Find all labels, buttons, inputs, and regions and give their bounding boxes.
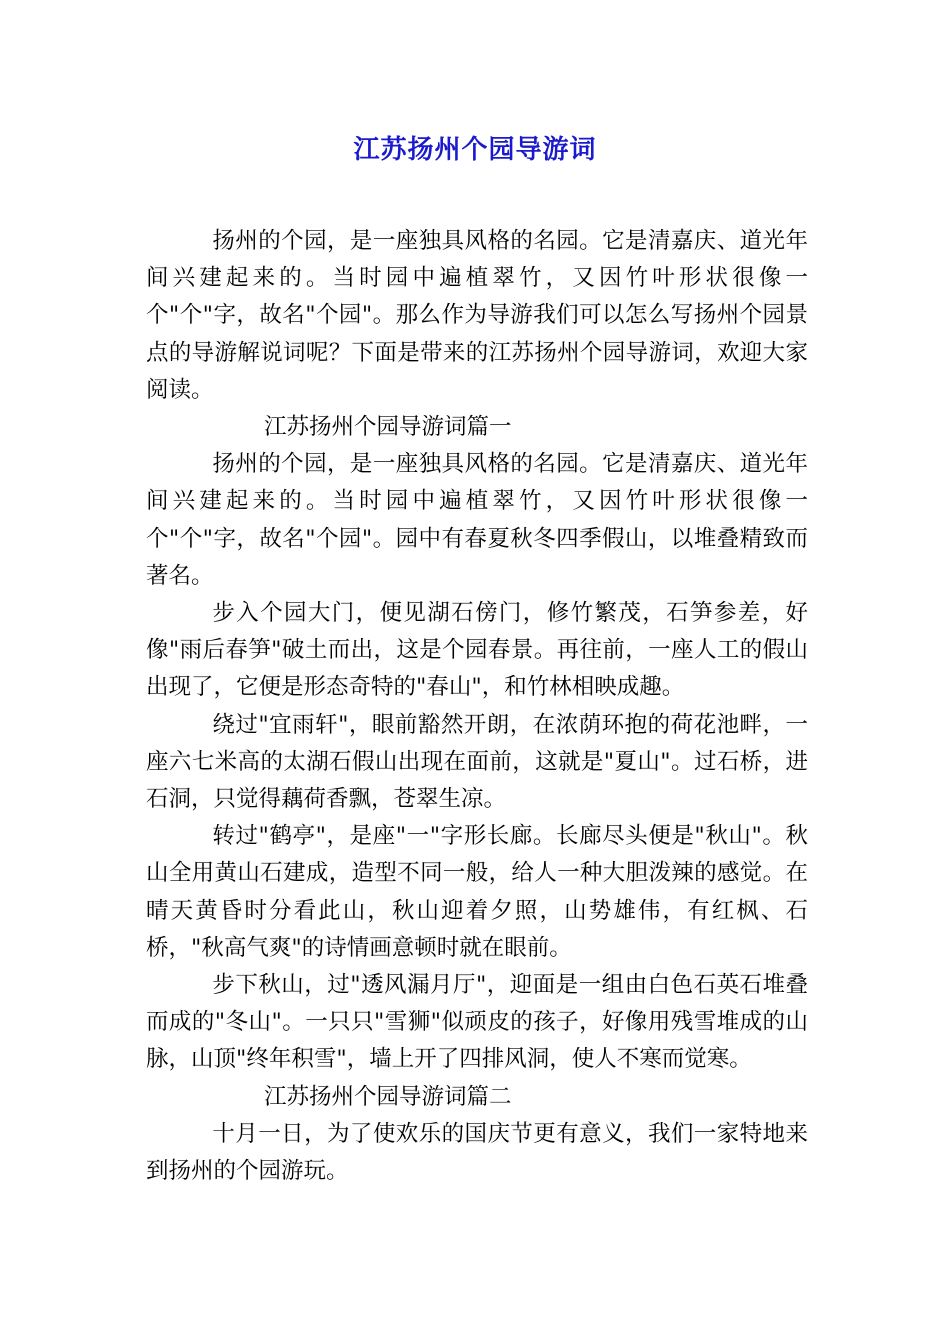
document-body bbox=[146, 223, 808, 1190]
section-heading-1: 江苏扬州个园导游词篇一 bbox=[264, 414, 512, 441]
document-title: 江苏扬州个园导游词 bbox=[353, 135, 597, 165]
body-paragraph: 步入个园大门，便见湖石傍门，修竹繁茂，石笋参差，好像"雨后春笋"破土而出，这是个园春景。再往前，一座人工的假山出现了，它便是形态奇特的"春山"，和竹林相映成趣。 bbox=[146, 600, 808, 701]
body-paragraph: 转过"鹤亭"，是座"一"字形长廊。长廊尽头便是"秋山"。秋山全用黄山石建成，造型不同一般，给人一种大胆泼辣的感觉。在晴天黄昏时分看此山，秋山迎着夕照，山势雄伟，有红枫、石桥，"秋高气爽"的诗情画意顿时就在眼前。 bbox=[146, 823, 808, 961]
body-paragraph: 步下秋山，过"透风漏月厅"，迎面是一组由白色石英石堆叠而成的"冬山"。一只只"雪狮"似顽皮的孩子，好像用残雪堆成的山脉，山顶"终年积雪"，墙上开了四排风洞，使人不寒而觉寒。 bbox=[146, 972, 808, 1073]
intro-paragraph: 扬州的个园，是一座独具风格的名园。它是清嘉庆、道光年间兴建起来的。当时园中遍植翠竹，又因竹叶形状很像一个"个"字，故名"个园"。那么作为导游我们可以怎么写扬州个园景点的导游解说词呢？下面是带来的江苏扬州个园导游词，欢迎大家阅读。 bbox=[146, 228, 808, 403]
section-heading-2: 江苏扬州个园导游词篇二 bbox=[264, 1083, 512, 1110]
body-paragraph: 十月一日，为了使欢乐的国庆节更有意义，我们一家特地来到扬州的个园游玩。 bbox=[146, 1120, 808, 1185]
body-paragraph: 绕过"宜雨轩"，眼前豁然开朗，在浓荫环抱的荷花池畔，一座六七米高的太湖石假山出现在面前，这就是"夏山"。过石桥，进石洞，只觉得藕荷香飘，苍翠生凉。 bbox=[146, 711, 808, 813]
body-paragraph: 扬州的个园，是一座独具风格的名园。它是清嘉庆、道光年间兴建起来的。当时园中遍植翠竹，又因竹叶形状很像一个"个"字，故名"个园"。园中有春夏秋冬四季假山，以堆叠精致而著名。 bbox=[146, 451, 808, 589]
